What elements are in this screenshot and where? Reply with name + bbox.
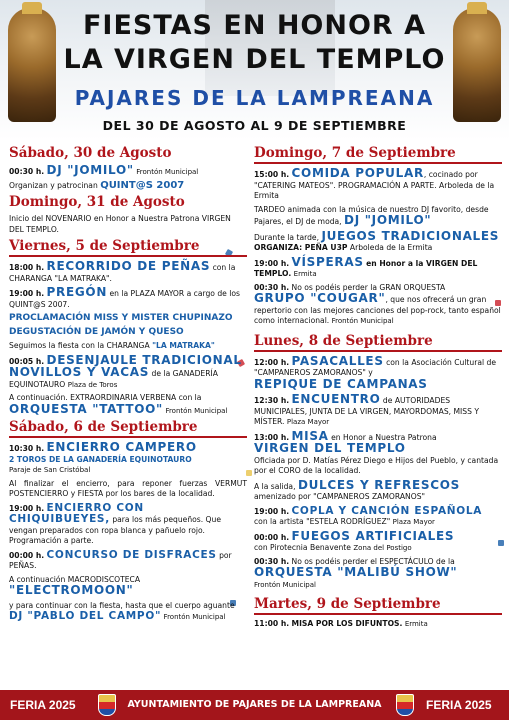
event-item xyxy=(9,352,247,391)
event-item xyxy=(254,168,502,202)
event-item xyxy=(254,428,502,477)
title-line-2: LA VIRGEN DEL TEMPLO xyxy=(63,44,446,75)
event-item xyxy=(9,601,247,623)
day-heading: Domingo, 31 de Agosto xyxy=(9,194,185,210)
right-column xyxy=(254,142,502,633)
event-item xyxy=(9,181,247,192)
event-item xyxy=(254,228,502,254)
event-title: ENCIERRO CON CHIQUIBUEYES, xyxy=(9,501,144,525)
event-time: 00:00 h. xyxy=(9,550,45,560)
event-item xyxy=(254,528,502,554)
event-title: COMIDA POPULAR xyxy=(291,166,424,180)
event-detail: de la GANADERÍA EQUINOTAURO xyxy=(9,369,218,389)
event-detail: amenizado por "CAMPANEROS ZAMORANOS" xyxy=(254,492,426,501)
event-title: FUEGOS ARTIFICIALES xyxy=(291,528,455,543)
footer-bar xyxy=(0,690,509,720)
event-detail: Oficiada por D. Matías Pérez Diego e Hijos del Pueblo, y cantada por el CORO de la localidad. xyxy=(254,455,499,475)
coat-of-arms-icon xyxy=(396,694,414,716)
event-detail: , cocinado por "CATERING MATEOS". PROGRAMACIÓN A PARTE. Arboleda de la Ermita xyxy=(254,170,495,200)
event-detail: para los más pequeños. Que vengan preparados con ropa blanca y pañuelo rojo. Programación a parte. xyxy=(9,515,222,545)
event-place: Paraje de San Cristóbal xyxy=(9,466,91,474)
title-line-1: FIESTAS EN HONOR A xyxy=(82,10,427,41)
festival-dates: DEL 30 DE AGOSTO AL 9 DE SEPTIEMBRE xyxy=(102,118,407,133)
event-title: "LA MATRAKA" xyxy=(152,341,215,350)
event-item: Inicio del NOVENARIO en Honor a Nuestra Patrona VIRGEN DEL TEMPLO. xyxy=(9,214,231,234)
event-time: 19:00 h. xyxy=(254,258,290,268)
event-title: "ELECTROMOON" xyxy=(9,583,134,597)
virgin-statue-left-image xyxy=(8,8,56,122)
event-place: Arboleda de la Ermita xyxy=(349,243,433,252)
organizer-name: QUINT@S 2007 xyxy=(100,179,185,191)
event-title: MISA xyxy=(291,428,329,443)
event-detail: , que nos ofrecerá un gran repertorio con las mejores canciones del pop-rock, tanto español como internacional. xyxy=(254,295,501,325)
event-title: COPLA Y CANCIÓN ESPAÑOLA xyxy=(291,504,483,517)
event-title: RECORRIDO DE PEÑAS xyxy=(46,259,211,273)
event-title: CONCURSO DE DISFRACES xyxy=(46,548,217,561)
event-detail: con la Asociación Cultural de "CAMPANEROS ZAMORANOS" y xyxy=(254,357,497,377)
event-item: Al finalizar el encierro, para reponer fuerzas VERMUT POSTENCIERRO y FIESTA por los bares de la localidad. xyxy=(9,478,247,498)
event-time: 18:00 h. xyxy=(9,263,45,272)
event-time: 19:00 h. xyxy=(9,289,45,298)
event-item: PROCLAMACIÓN MISS Y MISTER CHUPINAZO xyxy=(9,313,233,323)
event-time: 00:30 h. xyxy=(254,556,290,566)
event-title: VÍSPERAS xyxy=(291,254,364,269)
day-heading: Domingo, 7 de Septiembre xyxy=(254,145,502,164)
event-title: JUEGOS TRADICIONALES xyxy=(321,228,500,243)
event-title: DULCES Y REFRESCOS xyxy=(297,477,460,492)
event-item xyxy=(254,254,502,280)
footer-left-label: FERIA 2025 xyxy=(10,698,76,712)
event-time: 11:00 h. xyxy=(254,619,290,628)
event-item xyxy=(254,394,502,428)
event-item xyxy=(254,283,502,327)
event-title: DJ "PABLO DEL CAMPO" xyxy=(9,610,162,622)
event-title: ORQUESTA "TATTOO" xyxy=(9,401,164,416)
event-time: 12:30 h. xyxy=(254,396,290,405)
event-item xyxy=(9,341,247,352)
event-item xyxy=(9,503,247,547)
event-item xyxy=(9,575,247,598)
event-title: DJ "JOMILO" xyxy=(46,163,134,177)
event-time: 19:00 h. xyxy=(9,503,45,513)
event-time: 00:30 h. xyxy=(254,282,290,292)
event-detail: con la artista "ESTELA RODRÍGUEZ" xyxy=(254,517,391,526)
event-time: 19:00 h. xyxy=(254,506,290,516)
event-detail: A continuación MACRODISCOTECA xyxy=(9,574,141,584)
event-detail: No os podéis perder la GRAN ORQUESTA xyxy=(291,282,446,292)
event-item xyxy=(254,205,502,228)
event-detail: Durante la tarde, xyxy=(254,232,320,242)
event-place: Zona del Postigo xyxy=(353,544,412,552)
event-detail: con la CHARANGA "LA MATRAKA". xyxy=(9,263,236,283)
event-detail: en Honor a la VIRGEN DEL TEMPLO. xyxy=(254,258,478,278)
event-time: 10:30 h. xyxy=(9,444,45,453)
event-detail: de AUTORIDADES MUNICIPALES, JUNTA DE LA VIRGEN, MAYORDOMAS, MISS Y MÍSTER. xyxy=(254,396,479,426)
event-place: Ermita xyxy=(293,270,317,278)
event-item xyxy=(9,287,247,310)
organizer-name: ORGANIZA: PEÑA U3P xyxy=(254,243,348,252)
event-place: Frontón Municipal xyxy=(331,317,394,325)
event-time: 12:00 h. xyxy=(254,357,290,367)
event-item xyxy=(254,619,502,630)
event-detail: A la salida, xyxy=(254,481,296,491)
left-column xyxy=(9,142,247,626)
event-detail: en la PLAZA MAYOR a cargo de los QUINT@S 2007. xyxy=(9,289,240,309)
event-time: 15:00 h. xyxy=(254,170,290,179)
virgin-statue-right-image xyxy=(453,8,501,122)
footer-right-label: FERIA 2025 xyxy=(426,698,492,712)
event-title: REPIQUE DE CAMPANAS xyxy=(254,376,428,391)
header-banner xyxy=(0,0,509,140)
event-place: Frontón Municipal xyxy=(254,580,316,589)
day-heading: Sábado, 30 de Agosto xyxy=(9,145,172,161)
day-heading: Sábado, 6 de Septiembre xyxy=(9,419,247,438)
town-name: PAJARES DE LA LAMPREANA xyxy=(74,86,435,110)
event-place: Frontón Municipal xyxy=(165,406,228,415)
event-detail: No os podéis perder el ESPECTÁCULO de la xyxy=(291,556,455,566)
day-heading: Lunes, 8 de Septiembre xyxy=(254,333,502,352)
event-place: Ermita xyxy=(404,620,428,628)
day-heading: Viernes, 5 de Septiembre xyxy=(9,238,247,257)
event-item xyxy=(9,550,247,572)
event-title: VIRGEN DEL TEMPLO xyxy=(254,441,406,455)
event-title: MISA POR LOS DIFUNTOS. xyxy=(291,619,403,628)
event-item xyxy=(9,442,247,476)
event-detail: y para continuar con la fiesta, hasta que el cuerpo aguante xyxy=(9,600,235,610)
event-item xyxy=(9,261,247,284)
event-item xyxy=(9,393,247,416)
event-title: PREGÓN xyxy=(46,285,108,299)
event-place: Frontón Municipal xyxy=(163,613,226,621)
event-item xyxy=(254,477,502,503)
event-item xyxy=(254,557,502,591)
event-detail: con Pirotecnia Benavente xyxy=(254,543,351,552)
event-title: DESENJAULE TRADICIONAL NOVILLOS Y VACAS xyxy=(9,352,242,379)
event-detail: en Honor a Nuestra Patrona xyxy=(331,432,437,442)
footer-center-label: AYUNTAMIENTO DE PAJARES DE LA LAMPREANA xyxy=(127,699,382,710)
event-detail: por PEÑAS. xyxy=(9,550,232,570)
event-title: PASACALLES xyxy=(291,353,384,368)
event-place: Frontón Municipal xyxy=(136,168,199,176)
event-place: Plaza Mayor xyxy=(392,518,435,526)
event-item xyxy=(254,506,502,528)
event-detail: TARDEO animada con la música de nuestro DJ favorito, desde Pajares, el DJ de moda, xyxy=(254,204,489,226)
event-title: ENCUENTRO xyxy=(291,392,381,406)
event-time: 00:30 h. xyxy=(9,167,45,176)
event-place: Plaza Mayor xyxy=(286,418,330,426)
coat-of-arms-icon xyxy=(98,694,116,716)
event-place: Plaza de Toros xyxy=(67,380,118,389)
event-time: 00:00 h. xyxy=(254,532,290,542)
event-title: ORQUESTA "MALIBÚ SHOW" xyxy=(254,565,458,579)
event-title: ENCIERRO CAMPERO xyxy=(46,440,197,454)
event-time: 13:00 h. xyxy=(254,432,290,442)
event-detail: Seguimos la fiesta con la CHARANGA xyxy=(9,341,150,350)
event-item: DEGUSTACIÓN DE JAMÓN Y QUESO xyxy=(9,327,184,337)
organizer-label: Organizan y patrocinan xyxy=(9,180,98,190)
event-title: GRUPO "COUGAR" xyxy=(254,291,386,305)
event-title: DJ "JOMILO" xyxy=(344,213,432,227)
day-heading: Martes, 9 de Septiembre xyxy=(254,596,502,615)
event-item xyxy=(9,165,247,178)
event-item xyxy=(254,353,502,392)
event-detail: A continuación. EXTRAORDINARIA VERBENA con la xyxy=(9,393,202,402)
event-detail: 2 TOROS DE LA GANADERÍA EQUINOTAURO xyxy=(9,454,192,464)
event-time: 00:05 h. xyxy=(9,356,45,366)
